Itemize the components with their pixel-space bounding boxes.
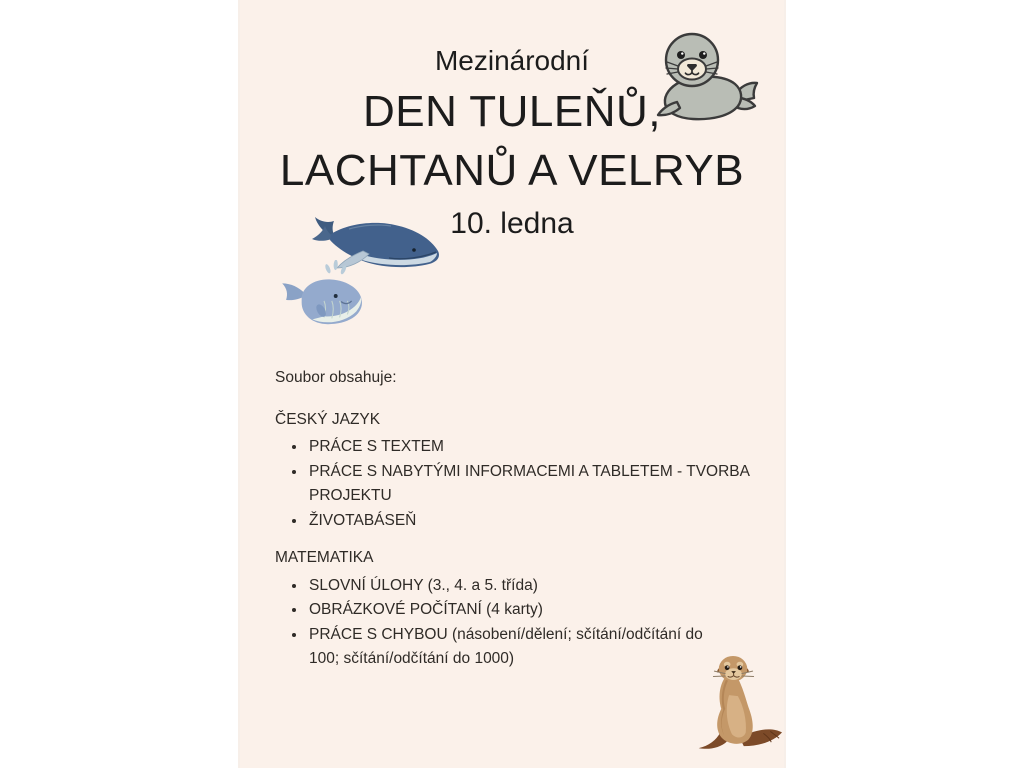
title-line-2: LACHTANŮ A VELRYB [279, 146, 745, 196]
title-kicker: Mezinárodní [434, 45, 590, 76]
list-item: • PRÁCE S CHYBOU (násobení/dělení; sčítání/odčítání do 100; sčítání/odčítání do 1000) [307, 623, 721, 672]
blue-whale-icon [277, 260, 373, 332]
list-item: • SLOVNÍ ÚLOHY (3., 4. a 5. třída) [307, 574, 771, 599]
section-heading: MATEMATIKA [275, 549, 374, 566]
section-heading: ČESKÝ JAZYK [275, 410, 381, 428]
event-date: 10. ledna [450, 207, 574, 241]
content-block [275, 366, 771, 672]
intro-text: Soubor obsahuje: [275, 369, 397, 386]
list-item: • PRÁCE S NABYTÝMI INFORMACEMI A TABLETEM - TVORBA PROJEKTU [307, 460, 771, 509]
list-item: • PRÁCE S TEXTEM [307, 435, 771, 460]
sea-lion-icon [684, 654, 784, 752]
list-item: • OBRÁZKOVÉ POČÍTANÍ (4 karty) [307, 598, 771, 623]
list-item: • ŽIVOTABÁSEŇ [307, 509, 771, 534]
section-czech-language [275, 408, 771, 534]
title-line-1: DEN TULEŇŮ, [362, 86, 662, 136]
seal-icon [652, 32, 764, 126]
section-mathematics [275, 546, 771, 672]
czech-language-list [275, 435, 771, 533]
